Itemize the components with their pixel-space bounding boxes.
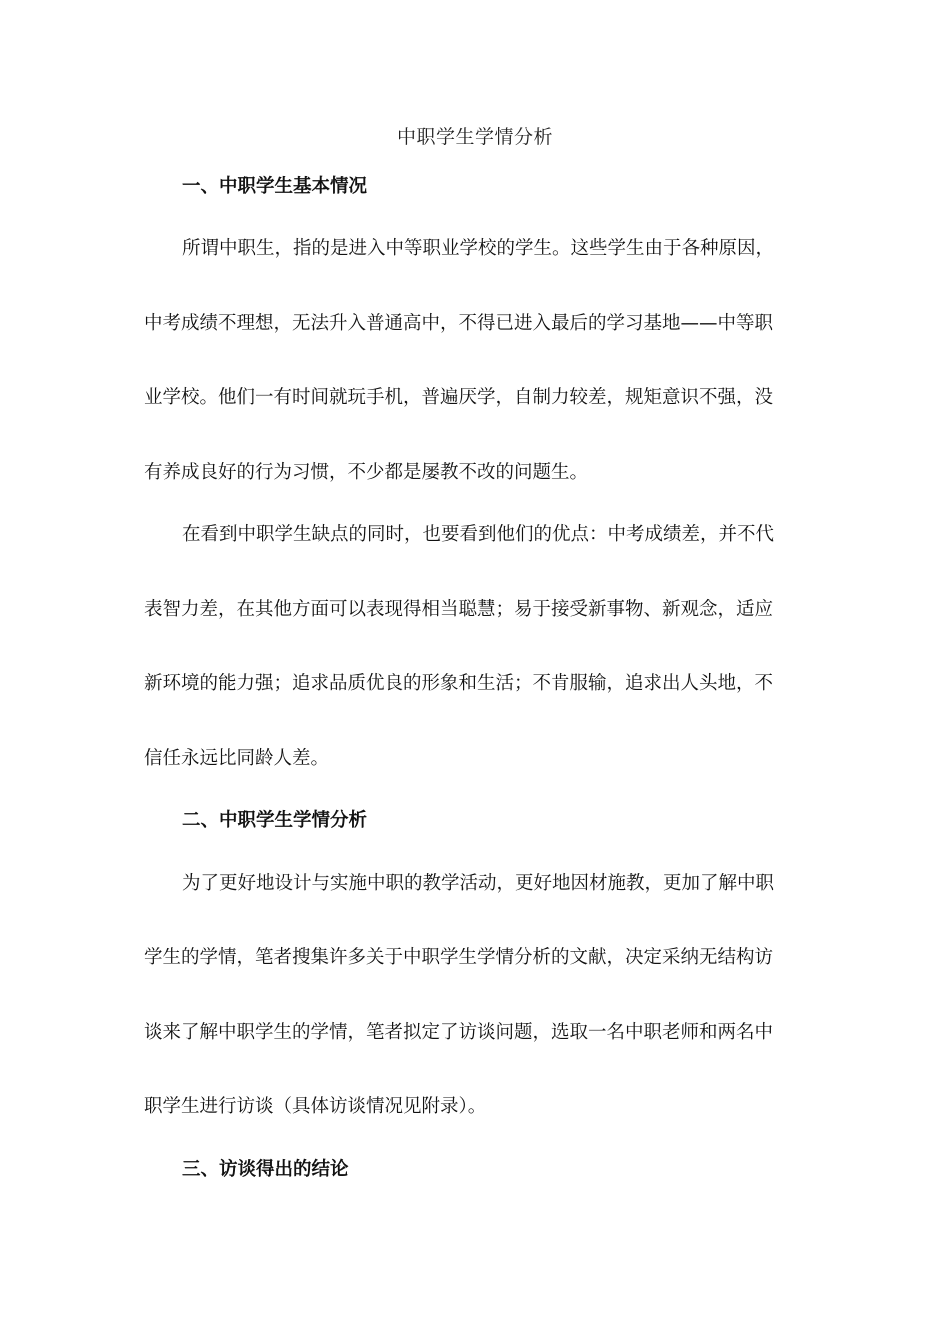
paragraph-line: 谈来了解中职学生的学情，笔者拟定了访谈问题，选取一名中职老师和两名中: [144, 1022, 774, 1043]
paragraph-line: 表智力差，在其他方面可以表现得相当聪慧；易于接受新事物、新观念，适应: [144, 599, 774, 620]
paragraph-line: 信任永远比同龄人差。: [144, 748, 330, 769]
paragraph-line: 职学生进行访谈（具体访谈情况见附录）。: [144, 1096, 487, 1117]
document-title: 中职学生学情分析: [396, 126, 553, 148]
section-heading-1: 一、中职学生基本情况: [182, 176, 368, 197]
paragraph-line: 所谓中职生，指的是进入中等职业学校的学生。这些学生由于各种原因，: [182, 238, 775, 259]
paragraph-line: 中考成绩不理想，无法升入普通高中，不得已进入最后的学习基地——中等职: [144, 313, 774, 334]
paragraph-line: 为了更好地设计与实施中职的教学活动，更好地因材施教，更加了解中职: [182, 873, 775, 894]
section-heading-2: 二、中职学生学情分析: [182, 810, 368, 831]
paragraph-line: 业学校。他们一有时间就玩手机，普遍厌学，自制力较差，规矩意识不强，没: [144, 387, 774, 408]
paragraph-line: 学生的学情，笔者搜集许多关于中职学生学情分析的文献，决定采纳无结构访: [144, 947, 774, 968]
paragraph-line: 有养成良好的行为习惯，不少都是屡教不改的问题生。: [144, 462, 589, 483]
paragraph-line: 新环境的能力强；追求品质优良的形象和生活；不肯服输，追求出人头地，不: [144, 673, 774, 694]
section-heading-3: 三、访谈得出的结论: [182, 1159, 349, 1180]
paragraph-line: 在看到中职学生缺点的同时，也要看到他们的优点：中考成绩差，并不代: [182, 524, 775, 545]
